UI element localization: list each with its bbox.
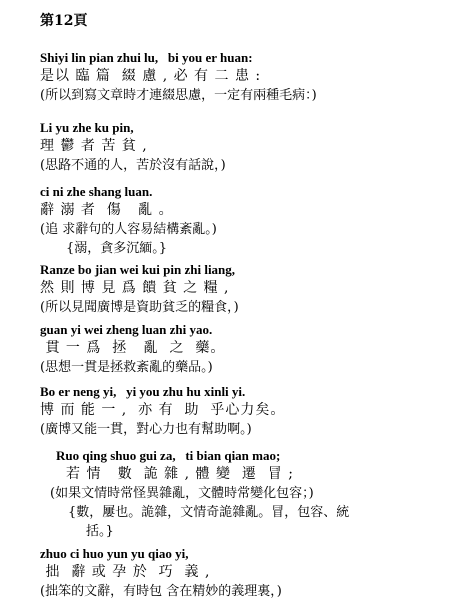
- note-line: {溺，貪多沉緬。}: [66, 241, 168, 256]
- chinese-line: 然 則 博 見 爲 饋 貧 之 糧 ,: [40, 280, 230, 296]
- pinyin-line: ci ni zhe shang luan.: [40, 184, 153, 199]
- note-line: 括。}: [86, 524, 114, 539]
- pinyin-line: Li yu zhe ku pin,: [40, 120, 134, 135]
- translation-line: (思路不通的人，苦於沒有話說，): [40, 158, 226, 173]
- pinyin-line: Ruo qing shuo gui za, ti bian qian mao;: [56, 448, 281, 463]
- translation-line: (追 求辭句的人容易結構紊亂。): [40, 222, 217, 237]
- verse-entry: [40, 382, 445, 439]
- chinese-line: 若 情 數 詭 雜 , 體 變 遷 冒 ;: [66, 466, 294, 482]
- pinyin-line: Ranze bo jian wei kui pin zhi liang,: [40, 262, 236, 277]
- page-number: 第12頁: [40, 13, 88, 29]
- verse-entry: [50, 446, 450, 541]
- chinese-line: 拙 辭 或 孕 於 巧 義 ,: [40, 564, 211, 580]
- translation-line: (拙笨的文辭，有時包 含在精妙的義理裏，): [40, 584, 282, 599]
- verse-entry: [40, 320, 445, 377]
- pinyin-line: Shiyi lin pian zhui lu, bi you er huan:: [40, 50, 253, 65]
- translation-line: (思想一貫是拯救紊亂的藥品。): [40, 360, 213, 375]
- chinese-line: 理 鬱 者 苦 貧 ,: [40, 138, 148, 154]
- chinese-line: 博 而 能 一 , 亦 有 助 乎心力矣。: [40, 402, 286, 418]
- verse-entry: [40, 118, 445, 175]
- verse-entry: [40, 260, 445, 317]
- note-line: {數，屢也。詭雜，文情奇詭雜亂。冒，包容、統: [68, 505, 350, 520]
- chinese-line: 貫 一 爲 拯 亂 之 藥。: [40, 340, 226, 356]
- pinyin-line: Bo er neng yi, yi you zhu hu xinli yi.: [40, 384, 246, 399]
- translation-line: (所以到寫文章時才連綴思慮，一定有兩種毛病：): [40, 88, 317, 103]
- verse-entry: [40, 48, 445, 105]
- verse-entry: [40, 544, 445, 601]
- translation-line: (如果文情時常怪異雜亂，文體時常變化包容；): [50, 486, 314, 501]
- chinese-line: 是以 臨 篇 綴 慮 , 必 有 二 患 :: [40, 68, 262, 84]
- translation-line: (所以見聞廣博是資助貧乏的糧食，): [40, 300, 239, 315]
- chinese-line: 辭 溺 者 傷 亂 。: [40, 202, 174, 218]
- verse-entry: [40, 182, 445, 258]
- pinyin-line: guan yi wei zheng luan zhi yao.: [40, 322, 213, 337]
- translation-line: (廣博又能一貫，對心力也有幫助啊。): [40, 422, 252, 437]
- pinyin-line: zhuo ci huo yun yu qiao yi,: [40, 546, 189, 561]
